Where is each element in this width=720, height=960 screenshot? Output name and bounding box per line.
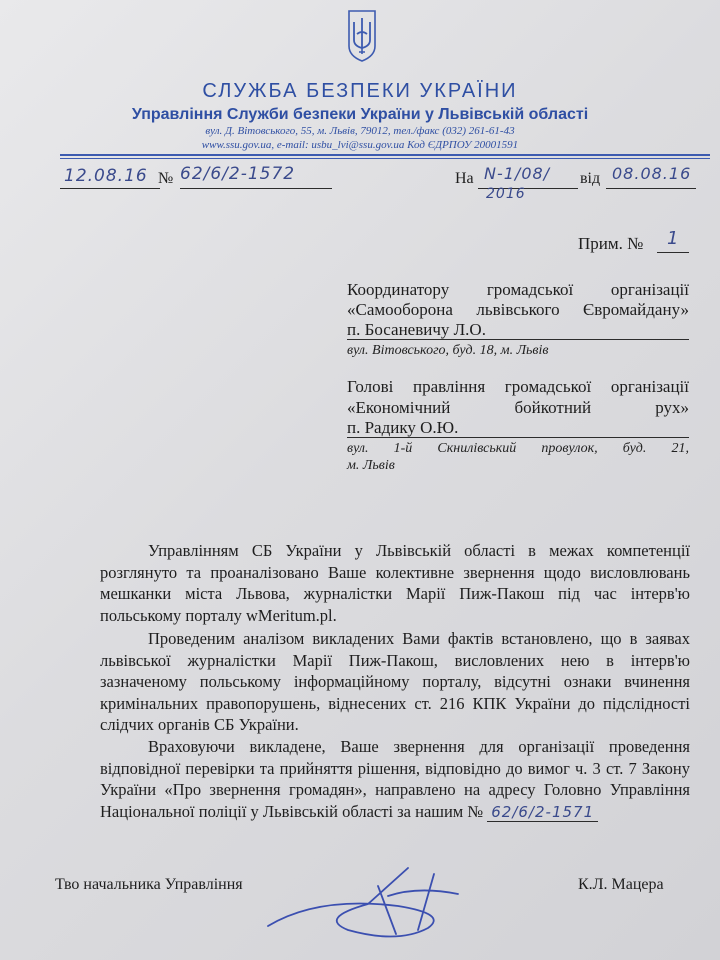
service-name: СЛУЖБА БЕЗПЕКИ УКРАЇНИ xyxy=(202,80,518,102)
body-paragraph-3 xyxy=(100,736,690,823)
header-rule xyxy=(60,154,710,156)
ref-from-label: від xyxy=(580,170,601,187)
recipient-2-address-2: м. Львів xyxy=(347,458,395,473)
ref-year: 2016 xyxy=(486,186,526,202)
ref-number: N-1/08/ xyxy=(484,164,551,183)
number-label: № xyxy=(158,170,174,187)
header-rule-thin xyxy=(60,158,710,159)
ref-on-label: На xyxy=(455,170,474,187)
recipient-1-line1: Координатору громадської організації xyxy=(347,280,689,299)
note-underline xyxy=(657,252,689,253)
handwritten-signature xyxy=(258,856,478,946)
ref-date: 08.08.16 xyxy=(612,164,692,183)
recipient-1-name: п. Босаневичу Л.О. xyxy=(347,320,486,339)
body-reference-number: 62/6/2-1571 xyxy=(487,803,598,822)
recipient-2-line2: «Економічний бойкотний рух» xyxy=(347,398,689,417)
number-underline xyxy=(180,188,332,189)
ref-date-underline xyxy=(606,188,696,189)
recipient-1-line2: «Самооборона львівського Євромайдану» xyxy=(347,300,689,319)
web-line: www.ssu.gov.ua, e-mail: usbu_lvi@ssu.gov.ua Код ЄДРПОУ 20001591 xyxy=(201,139,519,151)
outgoing-date: 12.08.16 xyxy=(64,166,148,186)
outgoing-number: 62/6/2-1572 xyxy=(180,164,296,184)
signatory-name: К.Л. Мацера xyxy=(578,876,664,893)
coat-of-arms-icon xyxy=(346,8,378,64)
body-paragraph-1: Управлінням СБ України у Львівській області в межах компетенції розглянуто та проаналізовано Ваше колективне звернення щодо висловлювань мешканки міста Львова, журналістки Марії Пиж-Пакош під час інтерв'ю польському порталу wMeritum.pl. xyxy=(100,541,690,625)
recipient-1-name-underline xyxy=(347,339,689,340)
note-value: 1 xyxy=(667,228,680,249)
recipient-2-name: п. Радику О.Ю. xyxy=(347,418,459,437)
body-paragraph-3-text: Враховуючи викладене, Ваше звернення для організації проведення відповідної перевірки та прийняття рішення, відповідно до вимог ч. 3 ст. 7 Закону України «Про звернення громадян», направлено на адресу Головно Управління Національної поліції у Львівській області за нашим № xyxy=(100,737,690,821)
department-name: Управління Служби безпеки України у Львівській області xyxy=(131,106,589,123)
body-paragraph-2: Проведеним аналізом викладених Вами фактів встановлено, що в заявах львівської журналістки Марії Пиж-Пакош, висловлених нею в інтерв'ю зазначеному польському інформаційному порталу, відсутні ознаки вчинення кримінальних правопорушень, віднесених ст. 216 КПК України до підслідності слідчих органів СБ України. xyxy=(100,629,690,734)
recipient-2-address-1: вул. 1-й Скнилівський провулок, буд. 21, xyxy=(347,441,689,456)
signatory-position: Тво начальника Управління xyxy=(55,876,243,893)
address-line: вул. Д. Вітовського, 55, м. Львів, 79012, тел./факс (032) 261-61-43 xyxy=(205,125,515,137)
date-underline xyxy=(60,188,160,189)
recipient-2-name-underline xyxy=(347,437,689,438)
recipient-2-line1: Голові правління громадської організації xyxy=(347,377,689,396)
recipient-1-address: вул. Вітовського, буд. 18, м. Львів xyxy=(347,343,549,358)
note-label: Прим. № xyxy=(578,234,644,253)
